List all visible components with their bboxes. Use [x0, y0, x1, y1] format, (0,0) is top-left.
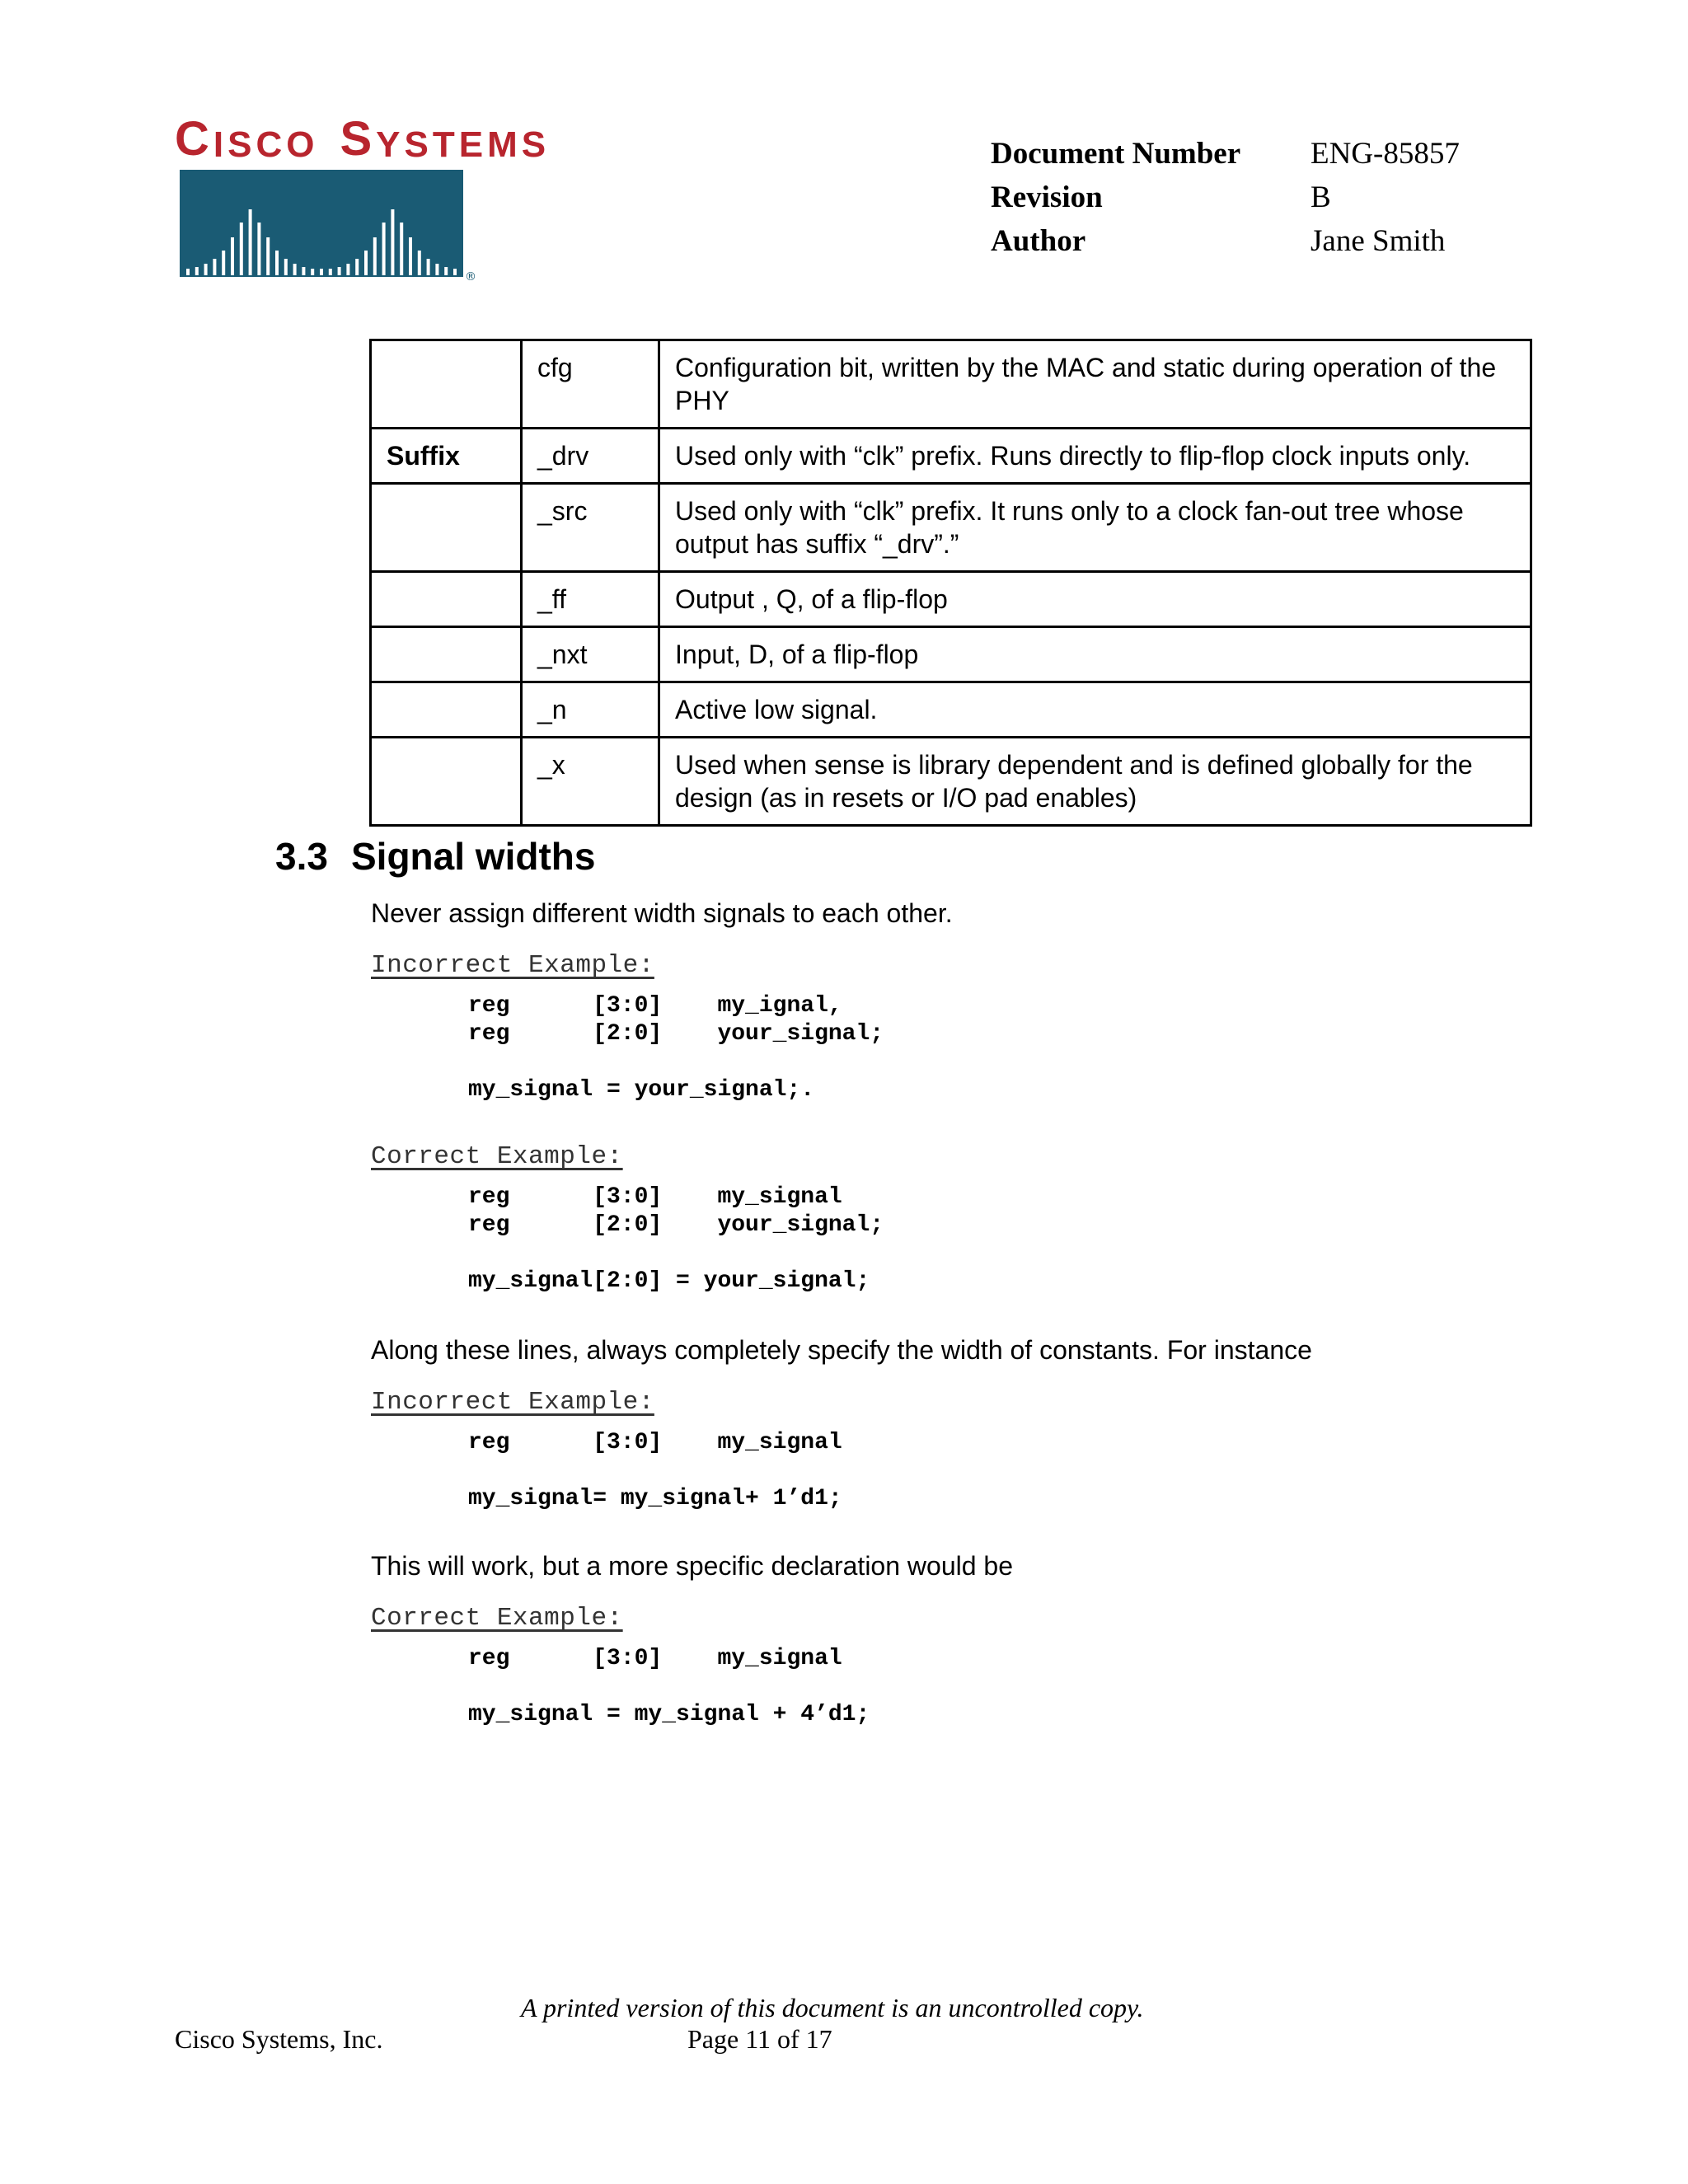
logo-bar	[231, 237, 234, 275]
section-title: Signal widths	[351, 835, 596, 878]
table-cell-description: Configuration bit, written by the MAC and static during operation of the PHY	[659, 340, 1531, 429]
example-label-incorrect-2: Incorrect Example:	[371, 1388, 654, 1417]
table-row	[371, 627, 1531, 682]
logo-bar	[373, 237, 377, 275]
table-cell-name: _src	[522, 484, 659, 572]
section-heading	[275, 834, 595, 879]
logo-bars-icon	[180, 170, 476, 280]
logo-bar	[320, 269, 323, 275]
code-block-incorrect-1: reg [3:0] my_ignal, reg [2:0] your_signal; my_signal = your_signal;.	[468, 993, 884, 1103]
table-cell-name: _drv	[522, 429, 659, 484]
signal-naming-table	[369, 339, 1532, 827]
declaration-paragraph: This will work, but a more specific declaration would be	[371, 1551, 1013, 1581]
doc-number-value: ENG-85857	[1311, 137, 1460, 171]
table-row	[371, 429, 1531, 484]
logo-bar	[346, 264, 349, 275]
table-cell-description: Input, D, of a flip-flop	[659, 627, 1531, 682]
table-cell-category	[371, 340, 522, 429]
code-block-incorrect-2: reg [3:0] my_signal my_signal= my_signal+ 1’d1;	[468, 1430, 842, 1511]
author-value: Jane Smith	[1311, 224, 1446, 258]
logo-bar	[435, 264, 438, 275]
footer-company: Cisco Systems, Inc.	[175, 2024, 383, 2054]
logo-bar	[275, 251, 279, 275]
table-row	[371, 738, 1531, 826]
table-cell-category	[371, 484, 522, 572]
revision-label: Revision	[991, 180, 1103, 214]
table-row	[371, 572, 1531, 627]
code-block-correct-1: reg [3:0] my_signal reg [2:0] your_signal; my_signal[2:0] = your_signal;	[468, 1184, 884, 1294]
table-cell-name: _x	[522, 738, 659, 826]
logo-bar	[400, 223, 403, 275]
example-label-correct-1: Correct Example:	[371, 1142, 623, 1171]
author-label: Author	[991, 224, 1086, 258]
logo-bar	[444, 267, 448, 275]
table-cell-category: Suffix	[371, 429, 522, 484]
table-cell-category	[371, 572, 522, 627]
document-meta	[991, 132, 1460, 263]
table-row	[371, 484, 1531, 572]
logo-bar	[240, 223, 243, 275]
table-cell-name: _nxt	[522, 627, 659, 682]
constants-paragraph: Along these lines, always completely specify the width of constants. For instance	[371, 1335, 1312, 1365]
example-label-incorrect-1: Incorrect Example:	[371, 951, 654, 980]
logo-bar	[391, 209, 394, 275]
registered-mark-icon: ®	[465, 270, 476, 280]
logo-bar	[266, 237, 270, 275]
example-label-correct-2: Correct Example:	[371, 1604, 623, 1633]
logo-bar	[409, 237, 412, 275]
logo-bar	[355, 259, 359, 275]
logo-wordmark: C ISCO S YSTEMS	[175, 112, 551, 166]
logo-bar	[257, 223, 260, 275]
table-row	[371, 682, 1531, 738]
logo-bar	[329, 269, 332, 275]
table-cell-name: _n	[522, 682, 659, 738]
logo-bar	[311, 269, 314, 275]
logo-bar	[338, 267, 341, 275]
doc-number-label: Document Number	[991, 137, 1241, 171]
table-cell-description: Used when sense is library dependent and is defined globally for the design (as in resets or I/O pad enables)	[659, 738, 1531, 826]
logo-bar	[427, 259, 430, 275]
cisco-logo	[175, 112, 551, 285]
logo-bar	[418, 251, 421, 275]
table-cell-category	[371, 738, 522, 826]
table-cell-category	[371, 682, 522, 738]
table-cell-description: Output , Q, of a flip-flop	[659, 572, 1531, 627]
table-cell-description: Used only with “clk” prefix. Runs directly to flip-flop clock inputs only.	[659, 429, 1531, 484]
table-cell-name: cfg	[522, 340, 659, 429]
table-cell-category	[371, 627, 522, 682]
logo-bar	[284, 259, 288, 275]
footer-page-number: Page 11 of 17	[687, 2024, 832, 2054]
table-cell-description: Used only with “clk” prefix. It runs only to a clock fan-out tree whose output has suffix “_drv”.”	[659, 484, 1531, 572]
logo-bar	[382, 223, 386, 275]
footer-copy-note: A printed version of this document is an uncontrolled copy.	[521, 1993, 1144, 2022]
table-cell-description: Active low signal.	[659, 682, 1531, 738]
logo-bar	[249, 209, 252, 275]
logo-bar	[204, 264, 208, 275]
logo-bar	[186, 269, 190, 275]
table-cell-name: _ff	[522, 572, 659, 627]
intro-paragraph: Never assign different width signals to each other.	[371, 898, 953, 928]
logo-bar	[213, 259, 216, 275]
logo-bar	[364, 251, 368, 275]
logo-bar	[453, 269, 457, 275]
logo-bar	[293, 264, 297, 275]
table-row	[371, 340, 1531, 429]
section-number: 3.3	[275, 835, 328, 878]
revision-value: B	[1311, 180, 1331, 214]
logo-bar	[195, 267, 199, 275]
logo-bar	[302, 267, 305, 275]
logo-bar	[222, 251, 225, 275]
code-block-correct-2: reg [3:0] my_signal my_signal = my_signal + 4’d1;	[468, 1646, 870, 1727]
